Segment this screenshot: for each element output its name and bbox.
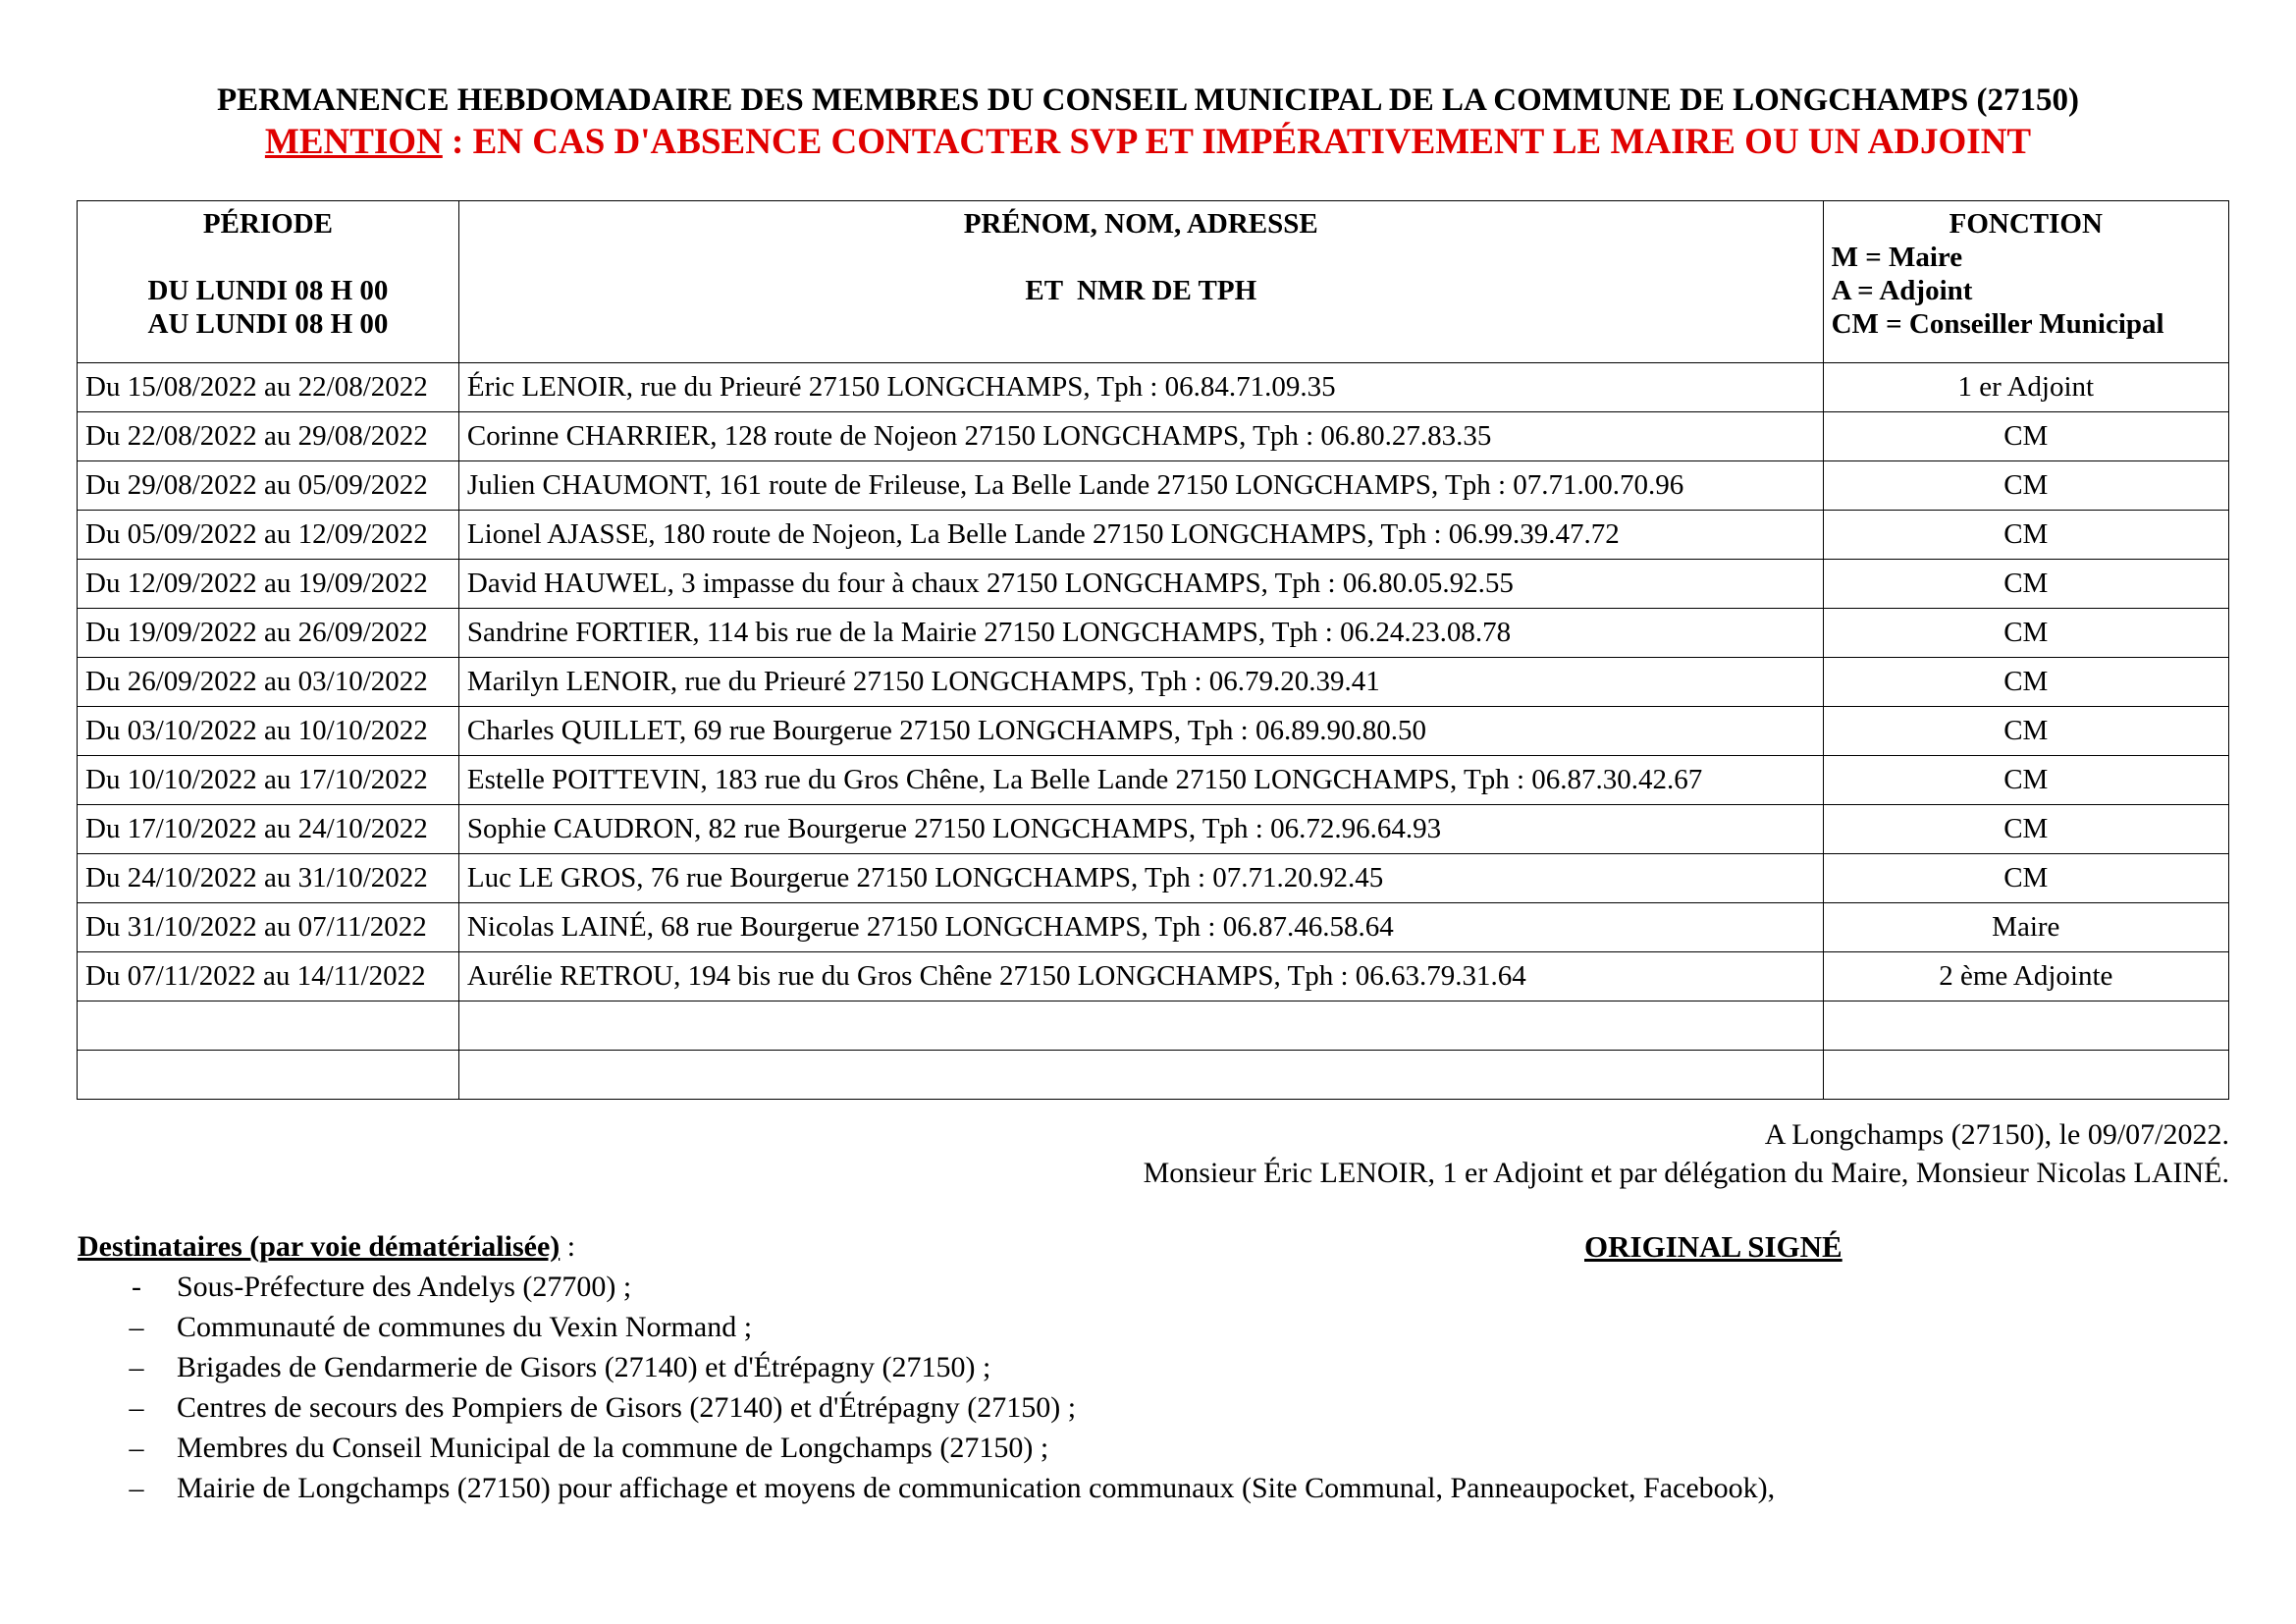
header-function-councillor: CM = Conseiller Municipal <box>1831 308 2164 340</box>
header-name-title: PRÉNOM, NOM, ADRESSE <box>963 208 1318 240</box>
cell-function <box>1823 1051 2228 1100</box>
cell-name: David HAUWEL, 3 impasse du four à chaux 27150 LONGCHAMPS, Tph : 06.80.05.92.55 <box>458 560 1823 609</box>
recipient-item <box>122 1307 1775 1347</box>
recipient-text: Mairie de Longchamps (27150) pour affichage et moyens de communication communaux (Site Communal, Panneaupocket, Facebook), <box>177 1472 1776 1504</box>
table-row <box>78 952 2229 1001</box>
table-row <box>78 363 2229 412</box>
bullet-dash: – <box>129 1311 144 1343</box>
cell-period: Du 10/10/2022 au 17/10/2022 <box>78 756 459 805</box>
cell-function: CM <box>1823 805 2228 854</box>
bullet-dash: – <box>129 1472 144 1504</box>
header-period-title: PÉRIODE <box>202 208 334 240</box>
table-row <box>78 854 2229 903</box>
cell-function: CM <box>1823 756 2228 805</box>
table-row <box>78 560 2229 609</box>
recipient-text: Communauté de communes du Vexin Normand ; <box>177 1311 753 1343</box>
cell-name: Marilyn LENOIR, rue du Prieuré 27150 LONGCHAMPS, Tph : 06.79.20.39.41 <box>458 658 1823 707</box>
table-row <box>78 511 2229 560</box>
recipient-item <box>122 1347 1775 1387</box>
table-row <box>78 412 2229 461</box>
cell-name: Estelle POITTEVIN, 183 rue du Gros Chêne, La Belle Lande 27150 LONGCHAMPS, Tph : 06.87.30.42.67 <box>458 756 1823 805</box>
recipients-list <box>122 1267 1775 1508</box>
recipient-text: Sous-Préfecture des Andelys (27700) ; <box>177 1271 632 1303</box>
cell-period <box>78 1001 459 1051</box>
cell-function: CM <box>1823 854 2228 903</box>
bullet-dash: – <box>129 1391 144 1424</box>
document-title: PERMANENCE HEBDOMADAIRE DES MEMBRES DU CONSEIL MUNICIPAL DE LA COMMUNE DE LONGCHAMPS (27150) <box>217 82 2079 118</box>
recipients-title-suffix: : <box>560 1230 576 1263</box>
header-function-deputy: A = Adjoint <box>1831 275 1973 306</box>
cell-name: Sandrine FORTIER, 114 bis rue de la Mairie 27150 LONGCHAMPS, Tph : 06.24.23.08.78 <box>458 609 1823 658</box>
cell-function: 1 er Adjoint <box>1823 363 2228 412</box>
cell-name: Nicolas LAINÉ, 68 rue Bourgerue 27150 LONGCHAMPS, Tph : 06.87.46.58.64 <box>458 903 1823 952</box>
cell-period: Du 17/10/2022 au 24/10/2022 <box>78 805 459 854</box>
cell-period <box>78 1051 459 1100</box>
cell-function: CM <box>1823 609 2228 658</box>
header-period <box>78 201 459 363</box>
recipients-heading <box>78 1227 575 1267</box>
table-row <box>78 658 2229 707</box>
mention-notice <box>0 120 2296 165</box>
signature-signed-by: Monsieur Éric LENOIR, 1 er Adjoint et par délégation du Maire, Monsieur Nicolas LAINÉ. <box>1143 1157 2229 1189</box>
schedule-table <box>77 200 2229 1100</box>
table-row <box>78 805 2229 854</box>
mention-label: MENTION <box>264 122 443 162</box>
cell-period: Du 15/08/2022 au 22/08/2022 <box>78 363 459 412</box>
cell-period: Du 22/08/2022 au 29/08/2022 <box>78 412 459 461</box>
cell-period: Du 03/10/2022 au 10/10/2022 <box>78 707 459 756</box>
recipients-title: Destinataires (par voie dématérialisée) <box>78 1230 561 1263</box>
cell-function: CM <box>1823 511 2228 560</box>
bullet-dash: – <box>129 1432 144 1464</box>
cell-name: Lionel AJASSE, 180 route de Nojeon, La Belle Lande 27150 LONGCHAMPS, Tph : 06.99.39.47.72 <box>458 511 1823 560</box>
table-row-empty <box>78 1051 2229 1100</box>
recipient-item <box>122 1468 1775 1508</box>
cell-period: Du 26/09/2022 au 03/10/2022 <box>78 658 459 707</box>
cell-function: Maire <box>1823 903 2228 952</box>
original-signed-label: ORIGINAL SIGNÉ <box>1584 1229 1842 1264</box>
cell-period: Du 05/09/2022 au 12/09/2022 <box>78 511 459 560</box>
cell-function: 2 ème Adjointe <box>1823 952 2228 1001</box>
table-row <box>78 461 2229 511</box>
cell-function <box>1823 1001 2228 1051</box>
cell-period: Du 07/11/2022 au 14/11/2022 <box>78 952 459 1001</box>
cell-function: CM <box>1823 658 2228 707</box>
recipient-text: Brigades de Gendarmerie de Gisors (27140) et d'Étrépagny (27150) ; <box>177 1351 991 1383</box>
cell-name <box>458 1051 1823 1100</box>
cell-function: CM <box>1823 560 2228 609</box>
cell-name: Sophie CAUDRON, 82 rue Bourgerue 27150 LONGCHAMPS, Tph : 06.72.96.64.93 <box>458 805 1823 854</box>
header-name <box>458 201 1823 363</box>
cell-period: Du 19/09/2022 au 26/09/2022 <box>78 609 459 658</box>
cell-function: CM <box>1823 707 2228 756</box>
mention-text: : EN CAS D'ABSENCE CONTACTER SVP ET IMPÉRATIVEMENT LE MAIRE OU UN ADJOINT <box>442 122 2032 162</box>
cell-function: CM <box>1823 412 2228 461</box>
recipient-item <box>122 1387 1775 1428</box>
header-function <box>1823 201 2228 363</box>
cell-name: Julien CHAUMONT, 161 route de Frileuse, La Belle Lande 27150 LONGCHAMPS, Tph : 07.71.00.70.96 <box>458 461 1823 511</box>
recipient-text: Membres du Conseil Municipal de la commune de Longchamps (27150) ; <box>177 1432 1049 1464</box>
cell-name: Luc LE GROS, 76 rue Bourgerue 27150 LONGCHAMPS, Tph : 07.71.20.92.45 <box>458 854 1823 903</box>
cell-period: Du 29/08/2022 au 05/09/2022 <box>78 461 459 511</box>
header-period-to: AU LUNDI 08 H 00 <box>147 308 389 340</box>
header-period-from: DU LUNDI 08 H 00 <box>147 275 389 306</box>
header-name-phone: ET NMR DE TPH <box>1025 275 1257 306</box>
table-row <box>78 609 2229 658</box>
recipient-text: Centres de secours des Pompiers de Gisors (27140) et d'Étrépagny (27150) ; <box>177 1391 1077 1424</box>
cell-name: Corinne CHARRIER, 128 route de Nojeon 27150 LONGCHAMPS, Tph : 06.80.27.83.35 <box>458 412 1823 461</box>
cell-period: Du 31/10/2022 au 07/11/2022 <box>78 903 459 952</box>
recipient-item <box>122 1428 1775 1468</box>
table-row <box>78 903 2229 952</box>
cell-function: CM <box>1823 461 2228 511</box>
cell-name: Éric LENOIR, rue du Prieuré 27150 LONGCHAMPS, Tph : 06.84.71.09.35 <box>458 363 1823 412</box>
header-function-title: FONCTION <box>1949 208 2103 240</box>
recipient-item <box>122 1267 1775 1307</box>
cell-name: Aurélie RETROU, 194 bis rue du Gros Chêne 27150 LONGCHAMPS, Tph : 06.63.79.31.64 <box>458 952 1823 1001</box>
cell-period: Du 24/10/2022 au 31/10/2022 <box>78 854 459 903</box>
bullet-dash: - <box>132 1271 141 1303</box>
bullet-dash: – <box>129 1351 144 1383</box>
table-header-row <box>78 201 2229 363</box>
cell-name: Charles QUILLET, 69 rue Bourgerue 27150 LONGCHAMPS, Tph : 06.89.90.80.50 <box>458 707 1823 756</box>
table-row <box>78 707 2229 756</box>
table-row-empty <box>78 1001 2229 1051</box>
cell-name <box>458 1001 1823 1051</box>
table-row <box>78 756 2229 805</box>
signature-place-date: A Longchamps (27150), le 09/07/2022. <box>1764 1118 2229 1151</box>
cell-period: Du 12/09/2022 au 19/09/2022 <box>78 560 459 609</box>
header-function-mayor: M = Maire <box>1831 242 1963 273</box>
